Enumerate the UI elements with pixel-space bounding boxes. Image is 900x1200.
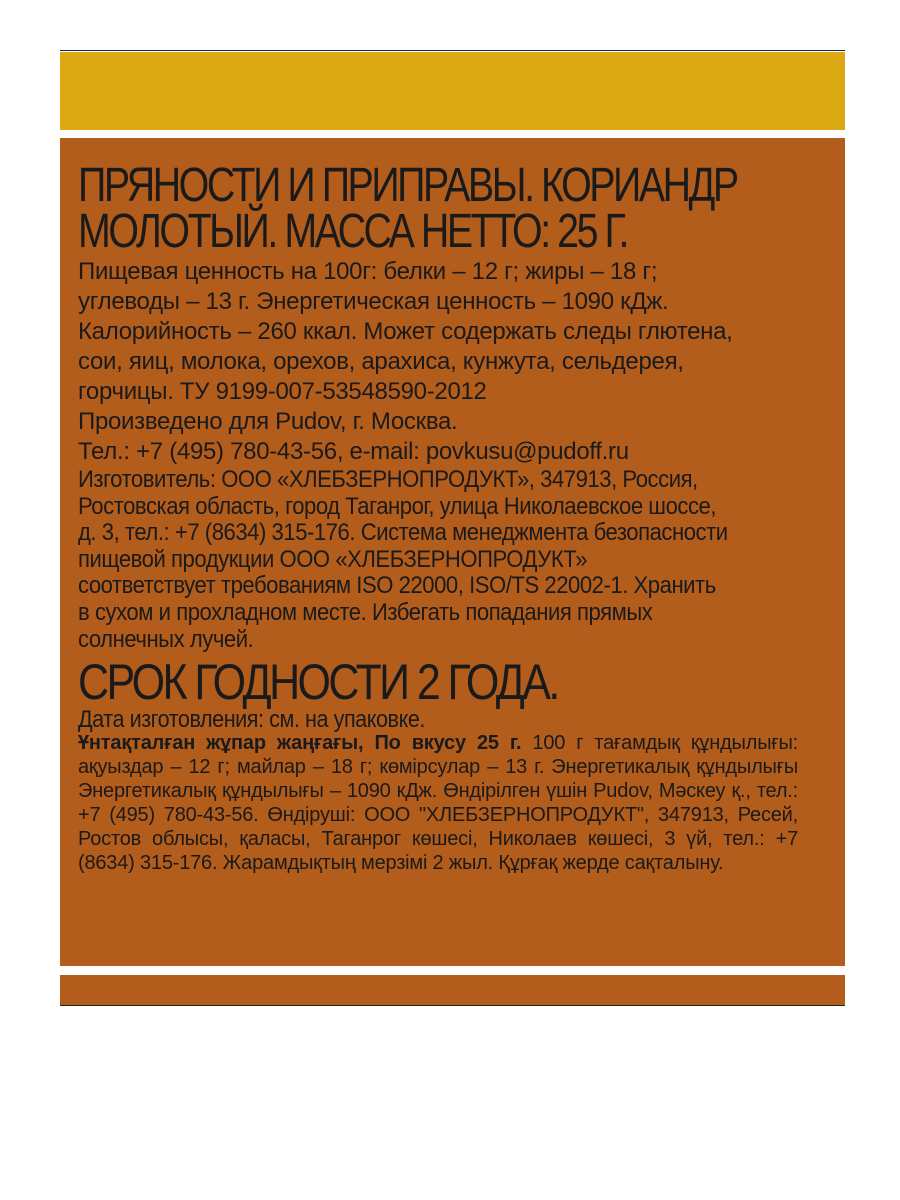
nutrition-line: Калорийность – 260 ккал. Может содержать следы глютена, (78, 318, 733, 345)
manufacturer-line: Ростовская область, город Таганрог, улица Николаевское шоссе, (78, 492, 717, 520)
manufacturer-line: Изготовитель: ООО «ХЛЕБЗЕРНОПРОДУКТ», 347913, Россия, (78, 466, 698, 493)
manufacturer-line: солнечных лучей. (78, 625, 254, 653)
gold-band (60, 52, 845, 130)
expiry-heading: СРОК ГОДНОСТИ 2 ГОДА. (78, 654, 558, 711)
title-line-2: МОЛОТЫЙ. МАССА НЕТТО: 25 Г. (78, 205, 628, 258)
manufacture-date: Дата изготовления: см. на упаковке. (78, 706, 425, 734)
nutrition-block (78, 257, 833, 467)
kazakh-details: 100 г тағамдық құндылығы: ақуыздар – 12 г; майлар – 18 г; көмірсулар – 13 г. Энергетикалық құндылығы Энергетикалық құндылығы – 1090 кДж. Өндірілген үшін Pudov, Мәскеу қ., тел.: +7 (495) 780-43-56. Өндіруші: ООО "ХЛЕБЗЕРНОПРОДУКТ", 347913, Ресей, Ростов облысы, қаласы, Таганрог көшесі, Николаев көшесі, 3 үй, тел.: +7 (8634) 315-176. Жарамдықтың мерзімі 2 жыл. Құрғақ жерде сақталыну. (78, 732, 798, 875)
white-stripe (60, 966, 845, 975)
kazakh-product-name: Ұнтақталған жұпар жаңғағы, По вкусу 25 г. (78, 732, 522, 755)
kazakh-description (78, 731, 798, 875)
contact-line: Тел.: +7 (495) 780-43-56, e-mail: povkusu@pudoff.ru (78, 438, 629, 465)
nutrition-line: Пищевая ценность на 100г: белки – 12 г; жиры – 18 г; (78, 258, 658, 285)
manufacturer-line: в сухом и прохладном месте. Избегать попадания прямых (78, 598, 653, 626)
nutrition-line: сои, яиц, молока, орехов, арахиса, кунжута, сельдерея, (78, 348, 684, 375)
manufacturer-line: д. 3, тел.: +7 (8634) 315-176. Система менеджмента безопасности (78, 519, 728, 547)
nutrition-line: Произведено для Pudov, г. Москва. (78, 408, 458, 435)
title-line-1: ПРЯНОСТИ И ПРИПРАВЫ. КОРИАНДР (78, 159, 737, 212)
top-border (60, 50, 845, 51)
nutrition-line: горчицы. ТУ 9199-007-53548590-2012 (78, 378, 487, 405)
product-title (78, 159, 832, 258)
product-label (60, 50, 845, 1006)
manufacturer-line: пищевой продукции ООО «ХЛЕБЗЕРНОПРОДУКТ» (78, 545, 588, 573)
bottom-border (60, 1005, 845, 1006)
manufacturer-block (78, 467, 832, 653)
label-content (78, 159, 833, 875)
nutrition-line: углеводы – 13 г. Энергетическая ценность – 1090 кДж. (78, 288, 669, 315)
manufacturer-line: соответствует требованиям ISO 22000, ISO/TS 22002-1. Хранить (78, 572, 716, 600)
